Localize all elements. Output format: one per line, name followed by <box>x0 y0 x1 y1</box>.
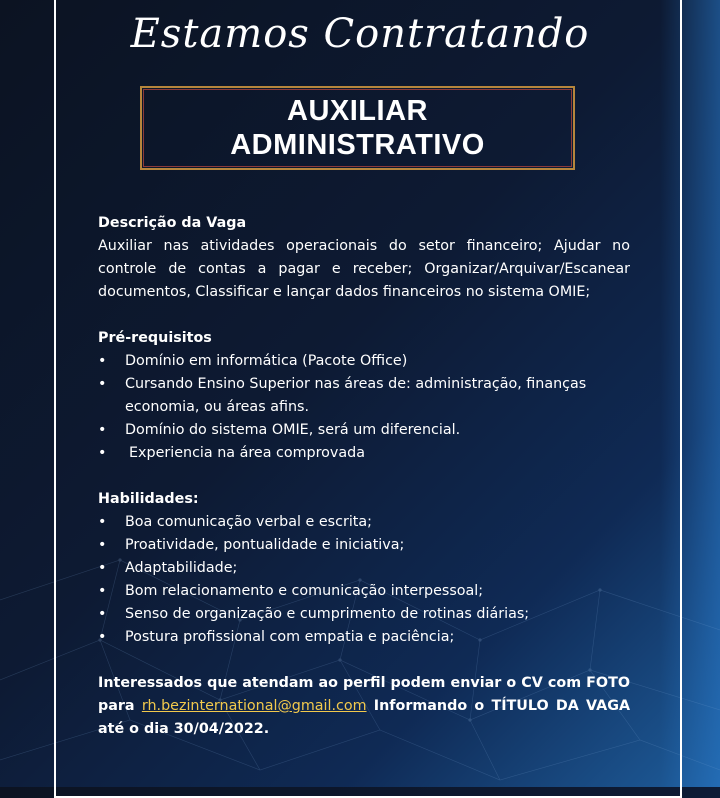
list-item: • Domínio do sistema OMIE, será um diferencial. <box>98 419 630 442</box>
application-instructions <box>98 672 630 741</box>
list-item: • Proatividade, pontualidade e iniciativa; <box>98 534 630 557</box>
spacer <box>98 304 630 327</box>
list-item: • Senso de organização e cumprimento de rotinas diárias; <box>98 603 630 626</box>
job-title <box>230 94 485 162</box>
requirements-title: Pré-requisitos <box>98 330 212 346</box>
list-item: • Experiencia na área comprovada <box>98 442 630 465</box>
list-item: • Domínio em informática (Pacote Office) <box>98 350 630 373</box>
cta-text-after: Informando o TÍTULO DA VAGA até o dia 30/04/2022. <box>98 698 631 737</box>
job-title-box <box>140 86 575 170</box>
skills-list <box>98 511 630 649</box>
email-link[interactable]: rh.bezinternational@gmail.com <box>141 698 367 714</box>
spacer <box>98 465 630 488</box>
job-details <box>98 212 630 741</box>
list-item: • Bom relacionamento e comunicação interpessoal; <box>98 580 630 603</box>
cta-text-before: Interessados que atendam ao perfil podem enviar o CV com FOTO para <box>98 675 630 714</box>
hiring-heading: Estamos Contratando <box>130 11 590 57</box>
list-item: • Adaptabilidade; <box>98 557 630 580</box>
skills-title: Habilidades: <box>98 491 199 507</box>
job-title-line1: AUXILIAR <box>287 95 428 127</box>
list-item: • Postura profissional com empatia e paciência; <box>98 626 630 649</box>
list-item: • Cursando Ensino Superior nas áreas de: administração, finanças economia, ou áreas afins. <box>98 373 630 419</box>
list-item: • Boa comunicação verbal e escrita; <box>98 511 630 534</box>
requirements-list <box>98 350 630 465</box>
job-title-line2: ADMINISTRATIVO <box>230 129 485 161</box>
description-text: Auxiliar nas atividades operacionais do setor financeiro; Ajudar no controle de contas a pagar e receber; Organizar/Arquivar/Escanear documentos, Classificar e lançar dados financeiros no sistema OMIE; <box>98 238 630 300</box>
spacer <box>98 649 630 672</box>
description-title: Descrição da Vaga <box>98 215 247 231</box>
